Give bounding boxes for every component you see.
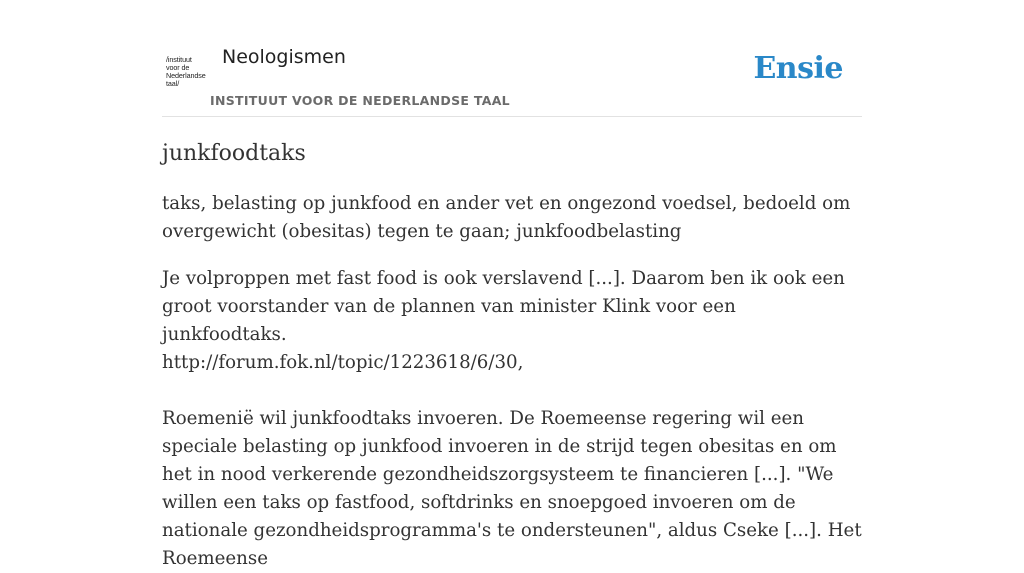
site-title[interactable]: Neologismen xyxy=(222,46,346,68)
logo-line: voor de xyxy=(166,63,190,72)
site-subtitle: INSTITUUT VOOR DE NEDERLANDSE TAAL xyxy=(210,93,510,108)
logo-line: /instituut xyxy=(166,55,192,64)
example-quote xyxy=(162,265,862,377)
site-header xyxy=(162,0,862,117)
entry-content xyxy=(162,138,862,573)
ivdnt-logo[interactable] xyxy=(166,56,210,90)
ensie-logo[interactable]: Ensie xyxy=(753,51,843,86)
entry-term: junkfoodtaks xyxy=(162,141,306,166)
entry-definition: taks, belasting op junkfood en ander vet en ongezond voedsel, bedoeld om overgewicht (obesitas) tegen te gaan; junkfoodbelasting xyxy=(162,193,851,242)
example-text: Roemenië wil junkfoodtaks invoeren. De Roemeense regering wil een speciale belasting op junkfood invoeren in de strijd tegen obesitas en om het in nood verkerende gezondheidszorgsysteem te financieren [...]. "We willen een taks op fastfood, softdrinks en snoepgoed invoeren om de nationale gezondheidsprogramma's te ondersteunen", aldus Cseke [...]. Het Roemeense xyxy=(162,408,862,569)
example-source: http://forum.fok.nl/topic/1223618/6/30, xyxy=(162,352,524,373)
example-text: Je volproppen met fast food is ook verslavend [...]. Daarom ben ik ook een groot voorstander van de plannen van minister Klink voor een junkfoodtaks. xyxy=(162,268,845,345)
logo-line: taal/ xyxy=(166,79,180,88)
logo-line: Nederlandse xyxy=(166,71,206,80)
spacer xyxy=(162,377,862,405)
example-quote xyxy=(162,405,862,573)
